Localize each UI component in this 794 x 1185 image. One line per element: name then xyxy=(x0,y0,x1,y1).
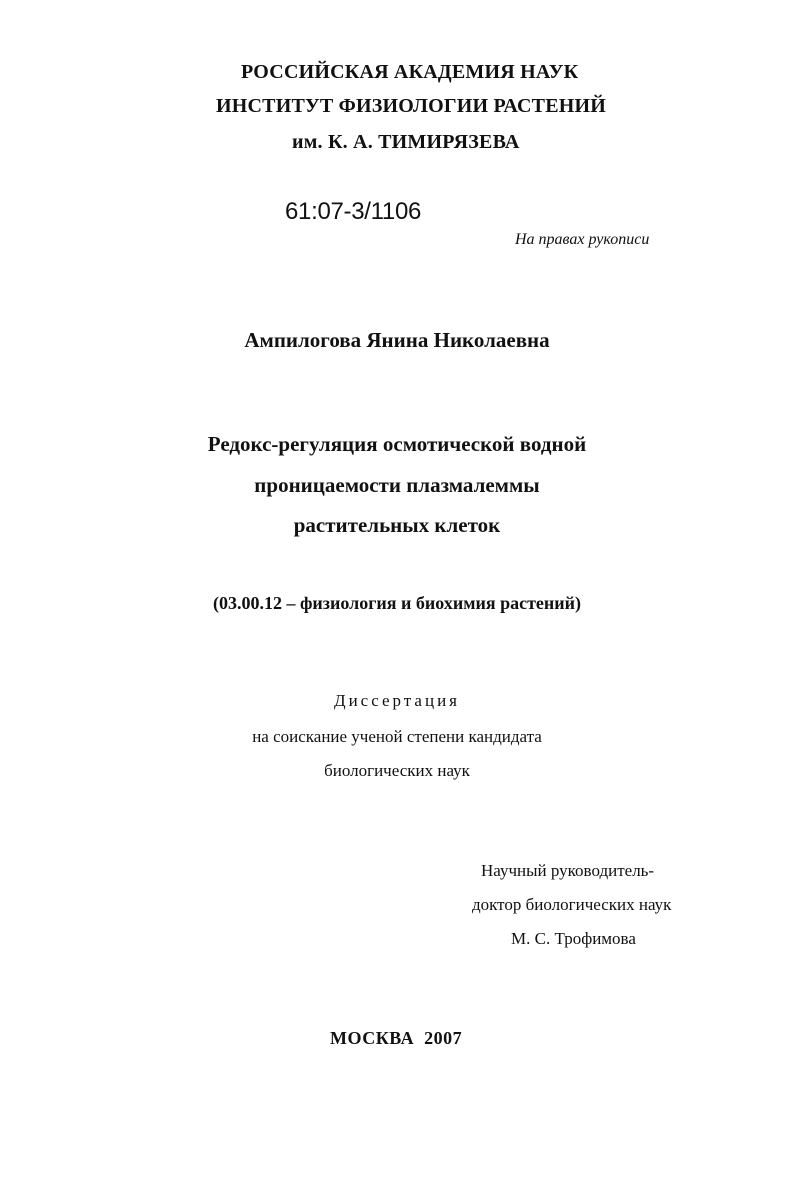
institute-named-after: им. К. А. ТИМИРЯЗЕВА xyxy=(292,131,520,153)
year: 2007 xyxy=(424,1028,463,1048)
academy-name: РОССИЙСКАЯ АКАДЕМИЯ НАУК xyxy=(241,61,579,83)
institute-name: ИНСТИТУТ ФИЗИОЛОГИИ РАСТЕНИЙ xyxy=(216,95,607,117)
title-line-1: Редокс-регуляция осмотической водной xyxy=(207,432,587,456)
specialty-code: (03.00.12 – физиология и биохимия растений) xyxy=(212,593,582,613)
degree-line-2: биологических наук xyxy=(324,761,470,780)
title-line-3: растительных клеток xyxy=(293,513,501,537)
author-name: Ампилогова Янина Николаевна xyxy=(244,328,550,352)
supervisor-name: М. С. Трофимова xyxy=(511,929,636,948)
supervisor-role: Научный руководитель- xyxy=(481,861,655,880)
city-year xyxy=(330,1029,462,1047)
degree-line-1: на соискание ученой степени кандидата xyxy=(252,727,542,746)
title-line-2: проницаемости плазмалеммы xyxy=(254,473,540,497)
catalog-number: 61:07-3/1106 xyxy=(285,198,422,225)
city: МОСКВА xyxy=(330,1028,415,1048)
rights-note: На правах рукописи xyxy=(515,231,650,248)
document-type: Диссертация xyxy=(333,691,460,710)
supervisor-degree: доктор биологических наук xyxy=(472,895,672,914)
